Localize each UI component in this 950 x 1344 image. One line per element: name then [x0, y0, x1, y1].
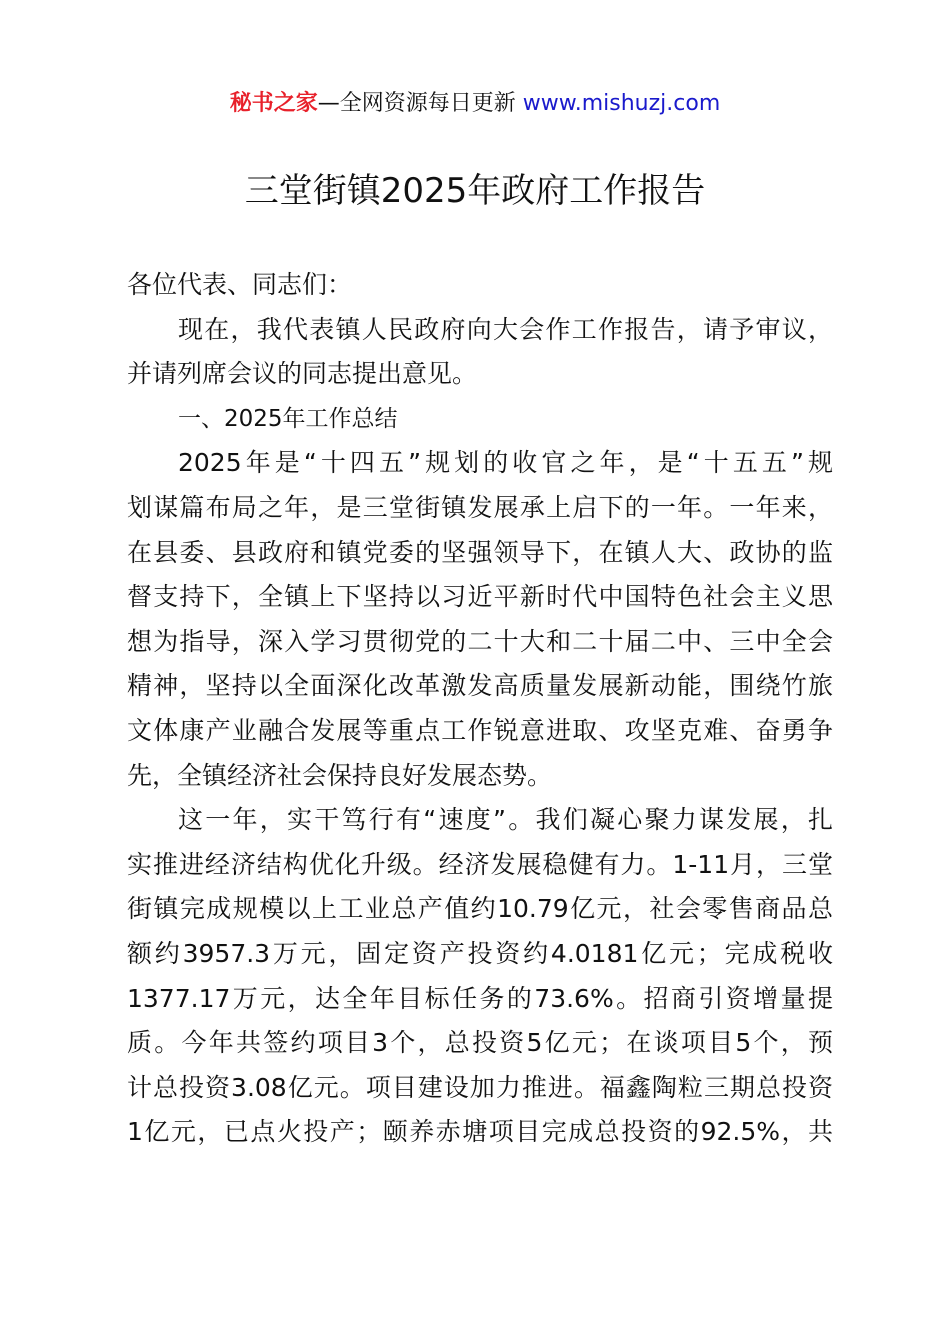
paragraph-line: 划谋篇布局之年，是三堂街镇发展承上启下的一年。一年来，	[127, 492, 833, 522]
banner-tagline: —全网资源每日更新	[317, 91, 523, 116]
paragraph-line: 督支持下，全镇上下坚持以习近平新时代中国特色社会主义思	[127, 582, 833, 612]
paragraph-line: 计总投资3.08亿元。项目建设加力推进。福鑫陶粒三期总投资	[127, 1072, 833, 1102]
salutation: 各位代表、同志们：	[127, 270, 353, 299]
paragraph-line: 质。今年共签约项目3个，总投资5亿元；在谈项目5个，预	[127, 1028, 833, 1058]
paragraph-line: 街镇完成规模以上工业总产值约10.79亿元，社会零售商品总	[127, 894, 833, 924]
paragraph	[127, 798, 833, 1155]
paragraph	[127, 308, 833, 397]
paragraph-line: 想为指导，深入学习贯彻党的二十大和二十届二中、三中全会	[127, 626, 833, 656]
document-title: 三堂街镇2025年政府工作报告	[244, 171, 706, 211]
brand-name: 秘书之家	[229, 91, 318, 116]
paragraph	[127, 397, 833, 442]
paragraph-line: 实推进经济结构优化升级。经济发展稳健有力。1-11月，三堂	[127, 849, 833, 879]
paragraph-line: 在县委、县政府和镇党委的坚强领导下，在镇人大、政协的监	[127, 537, 833, 567]
paragraph-line: 文体康产业融合发展等重点工作锐意进取、攻坚克难、奋勇争	[127, 715, 833, 745]
section-heading: 一、2025年工作总结	[178, 405, 398, 432]
paragraph-line: 精神，坚持以全面深化改革激发高质量发展新动能，围绕竹旅	[127, 671, 833, 701]
paragraph-line: 先，全镇经济社会保持良好发展态势。	[127, 760, 553, 790]
paragraph-line: 1377.17万元，达全年目标任务的73.6%。招商引资增量提	[127, 983, 833, 1013]
paragraph-line: 额约3957.3万元，固定资产投资约4.0181亿元；完成税收	[127, 938, 833, 968]
document-body	[127, 263, 833, 1155]
paragraph-line: 这一年，实干笃行有“速度”。我们凝心聚力谋发展，扎	[178, 805, 833, 835]
paragraph	[127, 441, 833, 798]
paragraph-line: 并请列席会议的同志提出意见。	[127, 359, 478, 389]
paragraph-line: 2025年是“十四五”规划的收官之年，是“十五五”规	[178, 448, 833, 478]
paragraph-line: 现在，我代表镇人民政府向大会作工作报告，请予审议，	[178, 314, 833, 344]
paragraph-line: 1亿元，已点火投产；颐养赤塘项目完成总投资的92.5%，共	[127, 1117, 833, 1147]
site-url-link[interactable]: www.mishuzj.com	[522, 91, 721, 116]
site-banner	[0, 88, 950, 120]
